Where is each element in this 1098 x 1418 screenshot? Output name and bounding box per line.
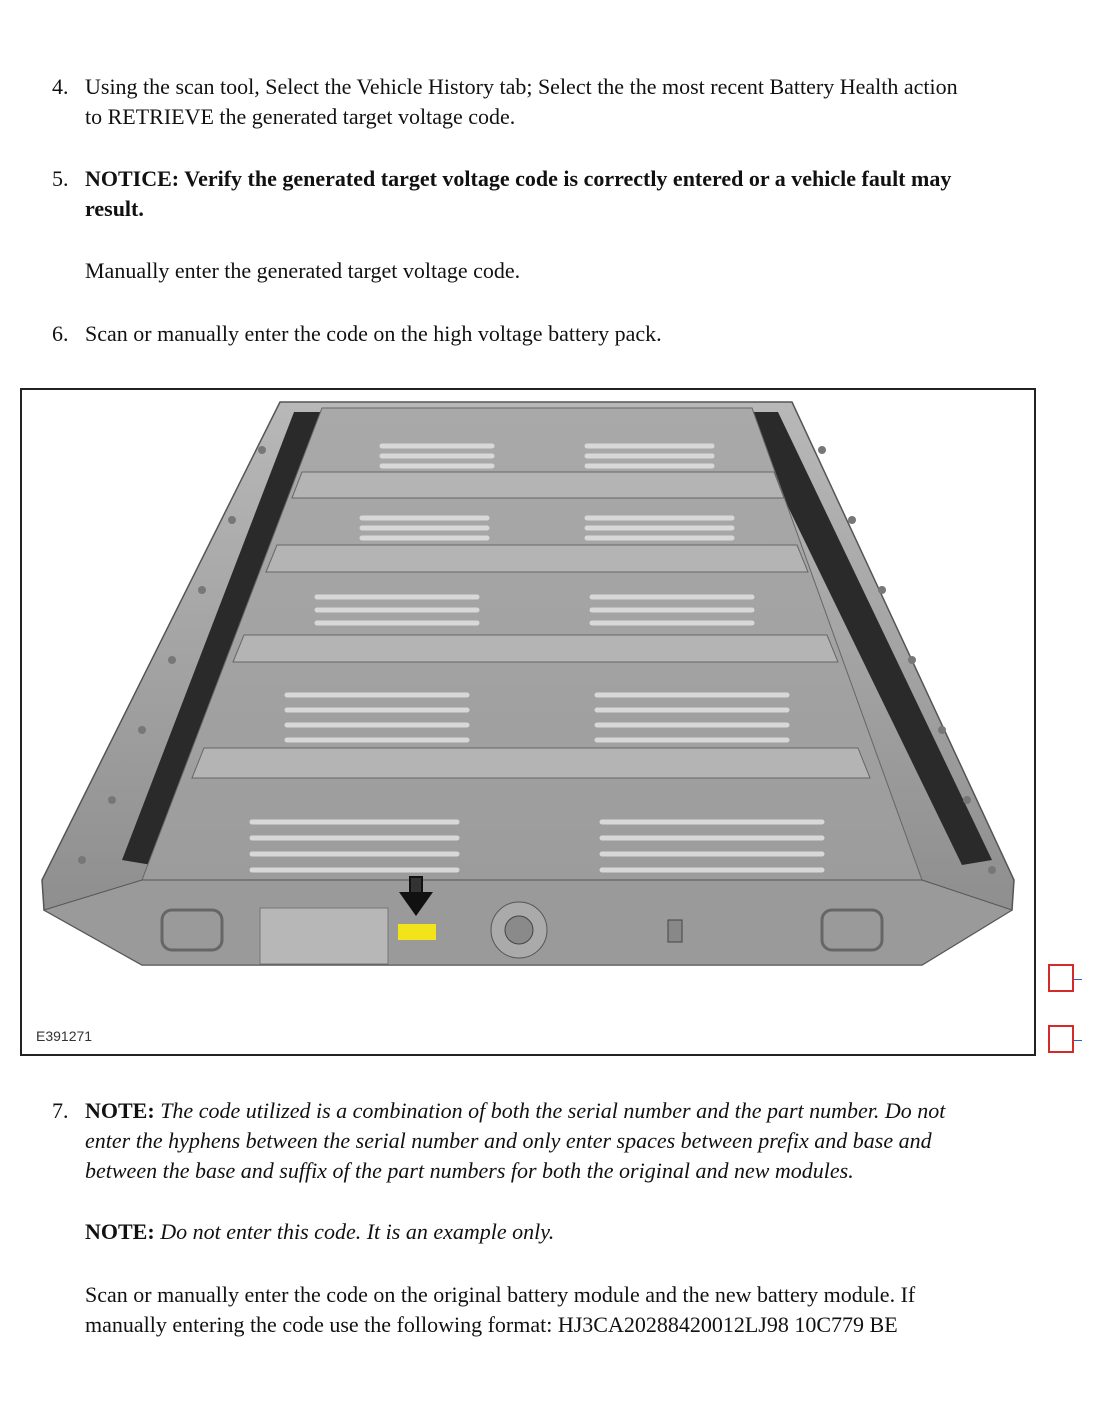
step-text: Scan or manually enter the code on the high voltage battery pack. xyxy=(85,321,662,346)
battery-pack-figure xyxy=(20,388,1036,1056)
margin-marker xyxy=(1048,964,1074,992)
step-text xyxy=(85,72,1075,132)
note-line2: enter the hyphens between the serial number and only enter spaces between prefix and base and xyxy=(85,1128,932,1153)
notice-line2: result. xyxy=(85,196,144,221)
body-line2: manually entering the code use the following format: HJ3CA20288420012LJ98 10C779 BE xyxy=(85,1312,898,1337)
note-line1: The code utilized is a combination of both the serial number and the part number. Do not xyxy=(160,1098,946,1123)
note-line3: between the base and suffix of the part numbers for both the original and new modules. xyxy=(85,1158,854,1183)
figure-code: E391271 xyxy=(36,1028,93,1044)
notice-line1: NOTICE: Verify the generated target voltage code is correctly entered or a vehicle fault may xyxy=(85,166,952,191)
note-label: NOTE: xyxy=(85,1098,155,1123)
notice-text xyxy=(85,164,1075,224)
step-number: 4. xyxy=(52,74,69,99)
step-number: 7. xyxy=(52,1098,69,1123)
step-body-text xyxy=(85,1280,1075,1340)
step-number: 5. xyxy=(52,166,69,191)
note-1 xyxy=(85,1096,1075,1186)
step-text-line2: to RETRIEVE the generated target voltage code. xyxy=(85,104,516,129)
body-line1: Scan or manually enter the code on the original battery module and the new battery module. If xyxy=(85,1282,916,1307)
note-text: Do not enter this code. It is an example only. xyxy=(160,1219,555,1244)
note-2 xyxy=(85,1217,1075,1247)
target-code-label xyxy=(398,924,436,940)
step-body-text: Manually enter the generated target voltage code. xyxy=(85,258,521,283)
step-number: 6. xyxy=(52,321,69,346)
margin-marker xyxy=(1048,1025,1074,1053)
note-label: NOTE: xyxy=(85,1219,155,1244)
battery-pack-tray-icon xyxy=(22,390,1036,1056)
step-text-line1: Using the scan tool, Select the Vehicle History tab; Select the the most recent Battery Health action xyxy=(85,74,958,99)
